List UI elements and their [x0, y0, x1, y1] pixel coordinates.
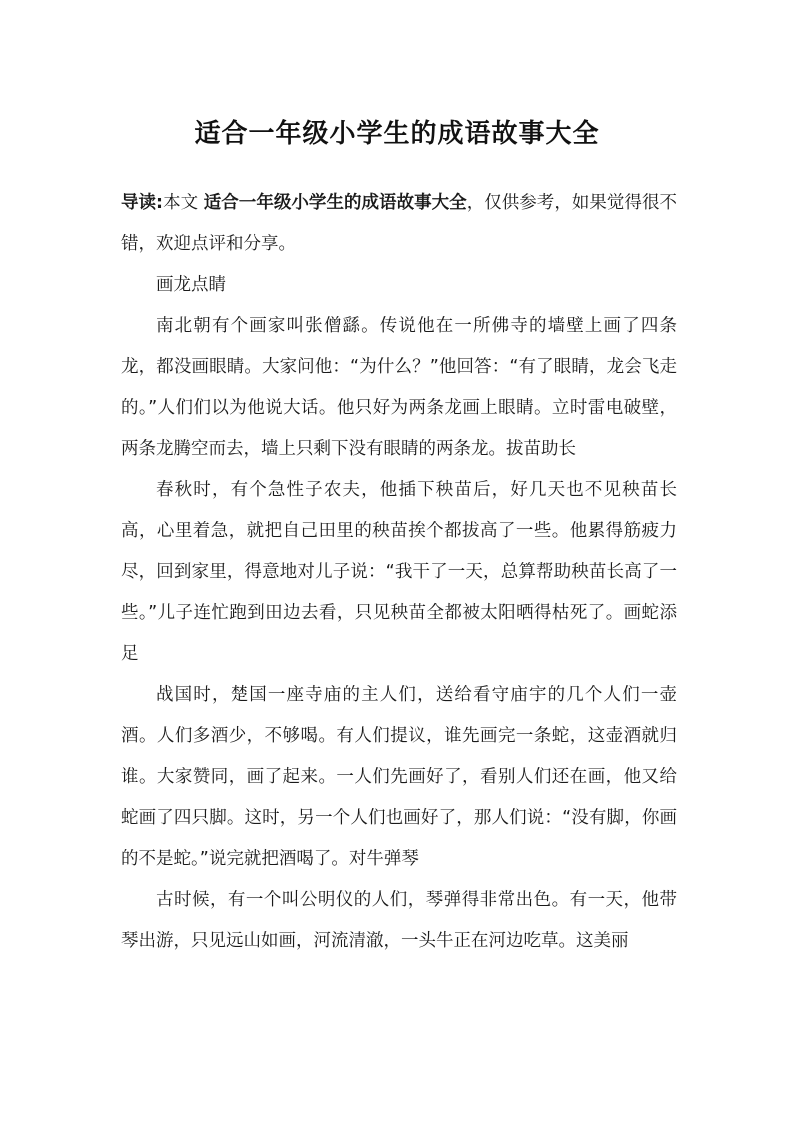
intro-suffix: ，仅供参考，如果觉得很不错，欢迎点评和分享。	[121, 193, 678, 254]
story-paragraph: 春秋时，有个急性子农夫，他插下秧苗后，好几天也不见秧苗长高，心里着急，就把自己田里的秧苗挨个都拔高了一些。他累得筋疲力尽，回到家里，得意地对儿子说：“我干了一天，总算帮助秧苗长高了一些。”儿子连忙跑到田边去看，只见秧苗全都被太阳晒得枯死了。画蛇添足	[121, 480, 677, 664]
story-paragraph: 南北朝有个画家叫张僧繇。传说他在一所佛寺的墙壁上画了四条龙，都没画眼睛。大家问他：“为什么？”他回答：“有了眼睛，龙会飞走的。”人们们以为他说大话。他只好为两条龙画上眼睛。立时雷电破壁，两条龙腾空而去，墙上只剩下没有眼睛的两条龙。拔苗助长	[121, 316, 677, 459]
document-body	[121, 183, 677, 962]
story-paragraph: 古时候，有一个叫公明仪的人们，琴弹得非常出色。有一天，他带琴出游，只见远山如画，河流清澈，一头牛正在河边吃草。这美丽	[121, 890, 677, 951]
intro-paragraph	[121, 183, 677, 265]
intro-prefix: 本文	[163, 193, 204, 213]
intro-bold-title: 适合一年级小学生的成语故事大全	[203, 193, 467, 213]
intro-label: 导读:	[121, 193, 164, 213]
section-heading-hualong: 画龙点睛	[156, 275, 226, 295]
story-paragraph: 战国时，楚国一座寺庙的主人们，送给看守庙宇的几个人们一壶酒。人们多酒少，不够喝。有人们提议，谁先画完一条蛇，这壶酒就归谁。大家赞同，画了起来。一人们先画好了，看别人们还在画，他又给蛇画了四只脚。这时，另一个人们也画好了，那人们说：“没有脚，你画的不是蛇。”说完就把酒喝了。对牛弹琴	[121, 685, 677, 869]
document-title: 适合一年级小学生的成语故事大全	[194, 119, 600, 149]
